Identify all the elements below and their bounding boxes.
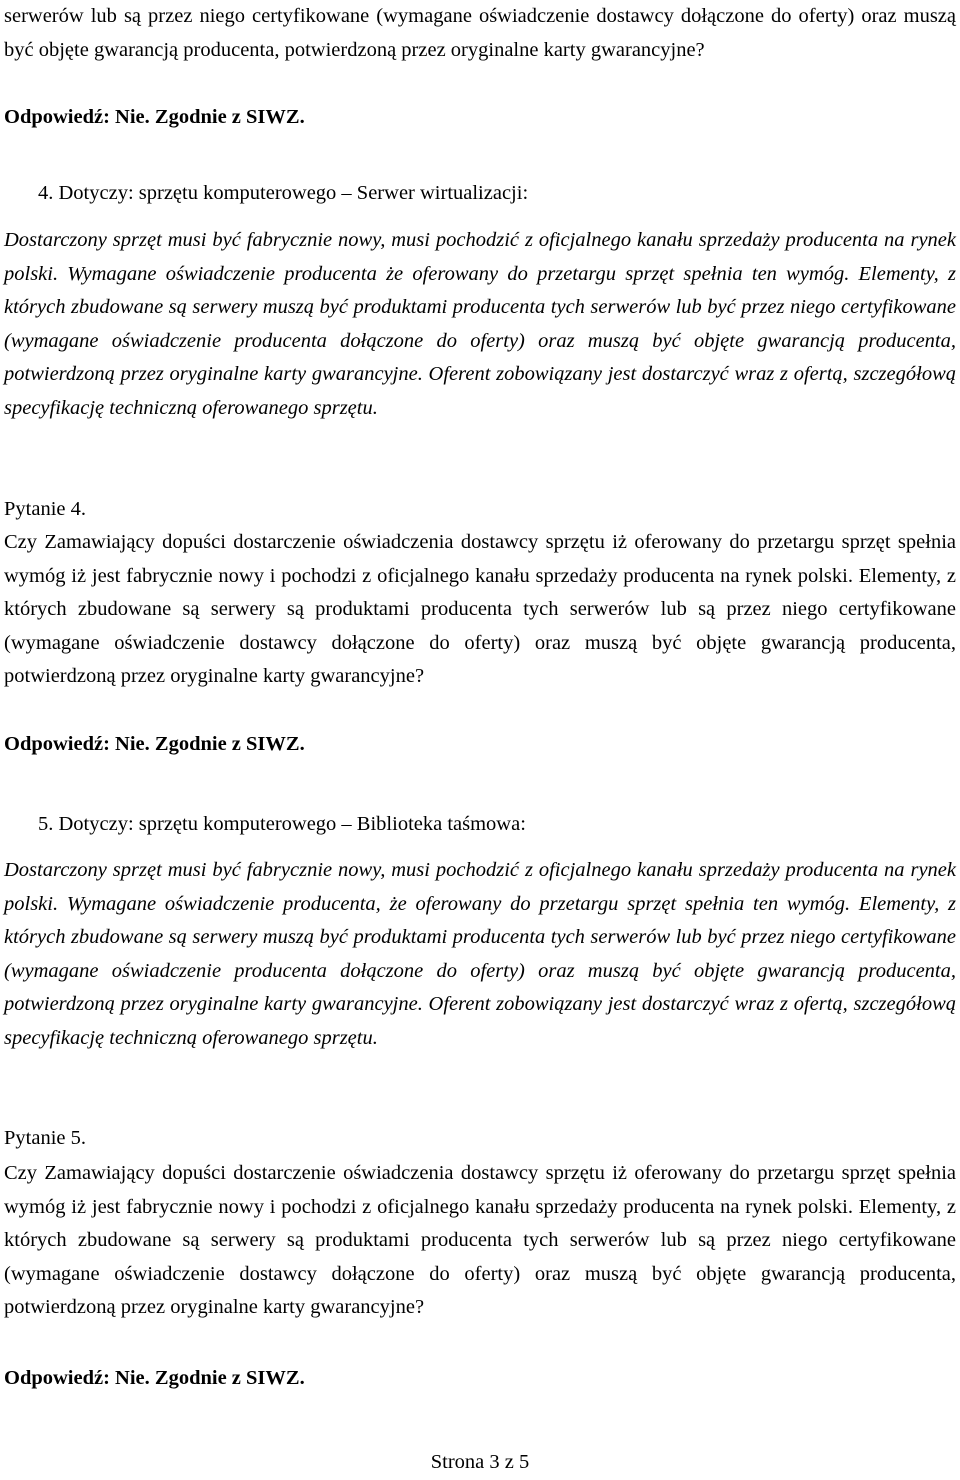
section4-question-label: Pytanie 4. bbox=[4, 498, 86, 520]
intro-question-tail: serwerów lub są przez niego certyfikowane (wymagane oświadczenie dostawcy dołączone do oferty) oraz muszą być objęte gwarancją producenta, potwierdzoną przez oryginalne karty gwarancyjne? bbox=[4, 5, 956, 61]
intro-answer: Odpowiedź: Nie. Zgodnie z SIWZ. bbox=[4, 106, 305, 128]
section5-answer: Odpowiedź: Nie. Zgodnie z SIWZ. bbox=[4, 1367, 305, 1389]
section5-requirement: Dostarczony sprzęt musi być fabrycznie nowy, musi pochodzić z oficjalnego kanału sprzedaży producenta na rynek polski. Wymagane oświadczenie producenta, że oferowany do przetargu sprzęt spełnia ten wymóg. Elementy, z których zbudowane są serwery muszą być produktami producenta tych serwerów lub być przez niego certyfikowane (wymagane oświadczenie producenta dołączone do oferty) oraz muszą być objęte gwarancją producenta, potwierdzoną przez oryginalne karty gwarancyjne. Oferent zobowiązany jest dostarczyć wraz z ofertą, szczegółową specyfikację techniczną oferowanego sprzętu. bbox=[4, 859, 956, 1049]
section5-heading: 5. Dotyczy: sprzętu komputerowego – Biblioteka taśmowa: bbox=[38, 813, 526, 835]
section4-requirement: Dostarczony sprzęt musi być fabrycznie nowy, musi pochodzić z oficjalnego kanału sprzedaży producenta na rynek polski. Wymagane oświadczenie producenta że oferowany do przetargu sprzęt spełnia ten wymóg. Elementy, z których zbudowane są serwery muszą być produktami producenta tych serwerów lub być przez niego certyfikowane (wymagane oświadczenie producenta dołączone do oferty) oraz muszą być objęte gwarancją producenta, potwierdzoną przez oryginalne karty gwarancyjne. Oferent zobowiązany jest dostarczyć wraz z ofertą, szczegółową specyfikację techniczną oferowanego sprzętu. bbox=[4, 229, 956, 419]
section4-question: Czy Zamawiający dopuści dostarczenie oświadczenia dostawcy sprzętu iż oferowany do przetargu sprzęt spełnia wymóg iż jest fabrycznie nowy i pochodzi z oficjalnego kanału sprzedaży producenta na rynek polski. Elementy, z których zbudowane są serwery są produktami producenta tych serwerów lub są przez niego certyfikowane (wymagane oświadczenie dostawcy dołączone do oferty) oraz muszą być objęte gwarancją producenta, potwierdzoną przez oryginalne karty gwarancyjne? bbox=[4, 531, 956, 688]
section5-question-label: Pytanie 5. bbox=[4, 1127, 86, 1149]
section4-answer: Odpowiedź: Nie. Zgodnie z SIWZ. bbox=[4, 733, 305, 755]
section5-question: Czy Zamawiający dopuści dostarczenie oświadczenia dostawcy sprzętu iż oferowany do przetargu sprzęt spełnia wymóg iż jest fabrycznie nowy i pochodzi z oficjalnego kanału sprzedaży producenta na rynek polski. Elementy, z których zbudowane są serwery są produktami producenta tych serwerów lub są przez niego certyfikowane (wymagane oświadczenie dostawcy dołączone do oferty) oraz muszą być objęte gwarancją producenta, potwierdzoną przez oryginalne karty gwarancyjne? bbox=[4, 1162, 956, 1319]
page-footer: Strona 3 z 5 bbox=[430, 1451, 530, 1473]
section4-heading: 4. Dotyczy: sprzętu komputerowego – Serwer wirtualizacji: bbox=[38, 182, 529, 204]
